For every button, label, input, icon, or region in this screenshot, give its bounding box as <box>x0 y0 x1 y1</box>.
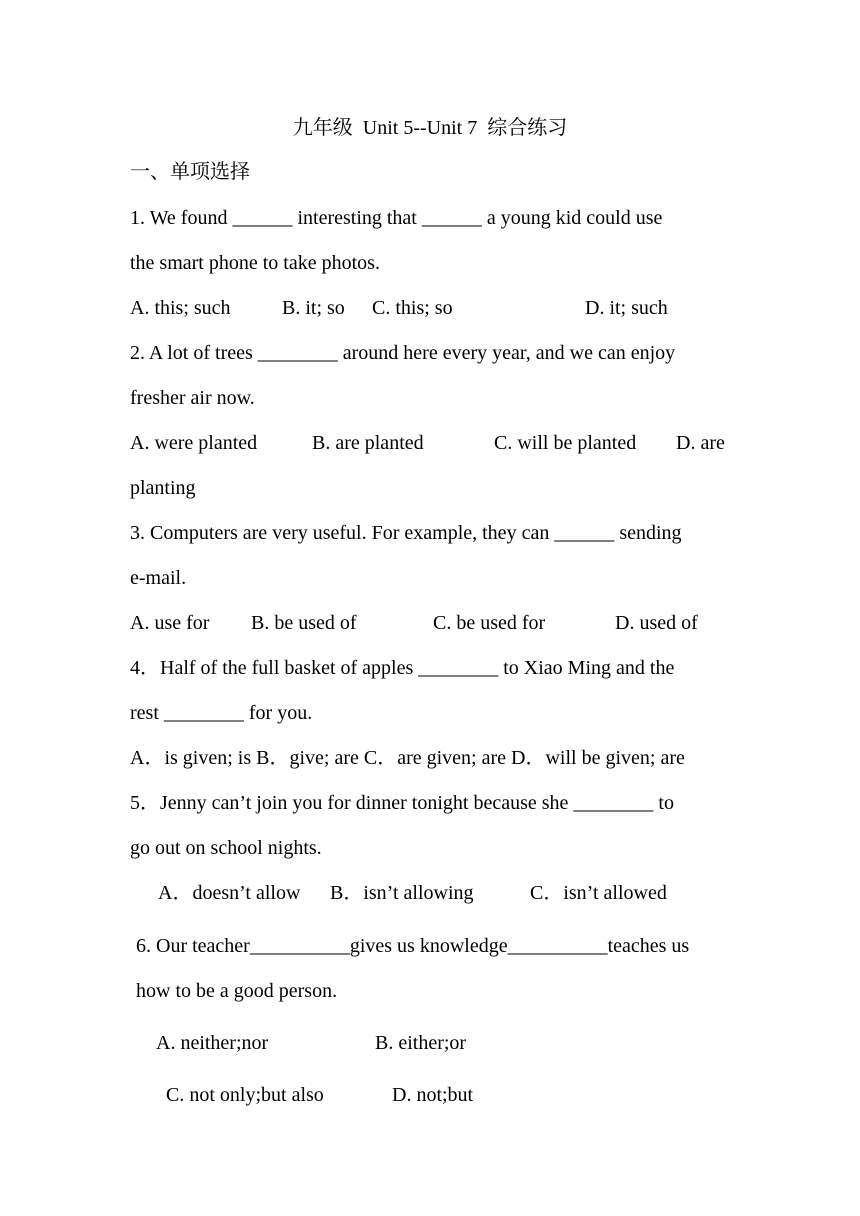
question-2-option-d: D. are <box>676 432 725 454</box>
question-4-options: A．is given; is B．give; are C．are given; are D．will be given; are <box>130 747 685 769</box>
question-3-option-b: B. be used of <box>251 612 357 634</box>
question-2-option-d-continued: planting <box>130 477 196 499</box>
question-5-option-c: C．isn’t allowed <box>530 882 667 904</box>
question-6-stem-line-2: how to be a good person. <box>136 980 338 1002</box>
question-6-option-a: A. neither;nor <box>156 1032 269 1054</box>
question-6-option-b: B. either;or <box>375 1032 467 1054</box>
question-1-option-c: C. this; so <box>372 297 453 319</box>
question-2-option-a: A. were planted <box>130 432 258 454</box>
question-3-option-d: D. used of <box>615 612 698 634</box>
question-1-option-b: B. it; so <box>282 297 345 319</box>
question-3-stem-line-1: 3. Computers are very useful. For example, they can ______ sending <box>130 522 682 544</box>
question-5-stem-line-1: 5．Jenny can’t join you for dinner tonight because she ________ to <box>130 792 674 814</box>
question-1-option-d: D. it; such <box>585 297 668 319</box>
question-6-stem-line-1: 6. Our teacher__________gives us knowledge__________teaches us <box>136 935 690 957</box>
question-4-stem-line-1: 4．Half of the full basket of apples ________ to Xiao Ming and the <box>130 657 675 679</box>
question-5-option-a: A．doesn’t allow <box>158 882 301 904</box>
question-2-stem-line-2: fresher air now. <box>130 387 255 409</box>
question-6-option-c: C. not only;but also <box>166 1084 324 1106</box>
question-5-option-b: B．isn’t allowing <box>330 882 474 904</box>
question-5-stem-line-2: go out on school nights. <box>130 837 322 859</box>
question-6-option-d: D. not;but <box>392 1084 474 1106</box>
worksheet-title: 九年级 Unit 5--Unit 7 综合练习 <box>292 117 568 139</box>
question-2-stem-line-1: 2. A lot of trees ________ around here every year, and we can enjoy <box>130 342 676 364</box>
question-4-stem-line-2: rest ________ for you. <box>130 702 313 724</box>
question-2-option-c: C. will be planted <box>494 432 637 454</box>
question-1-option-a: A. this; such <box>130 297 231 319</box>
section-heading: 一、单项选择 <box>130 161 250 183</box>
question-3-stem-line-2: e-mail. <box>130 567 187 589</box>
question-2-option-b: B. are planted <box>312 432 424 454</box>
question-3-option-a: A. use for <box>130 612 210 634</box>
question-1-stem-line-1: 1. We found ______ interesting that ______ a young kid could use <box>130 207 663 229</box>
question-1-stem-line-2: the smart phone to take photos. <box>130 252 380 274</box>
question-3-option-c: C. be used for <box>433 612 546 634</box>
